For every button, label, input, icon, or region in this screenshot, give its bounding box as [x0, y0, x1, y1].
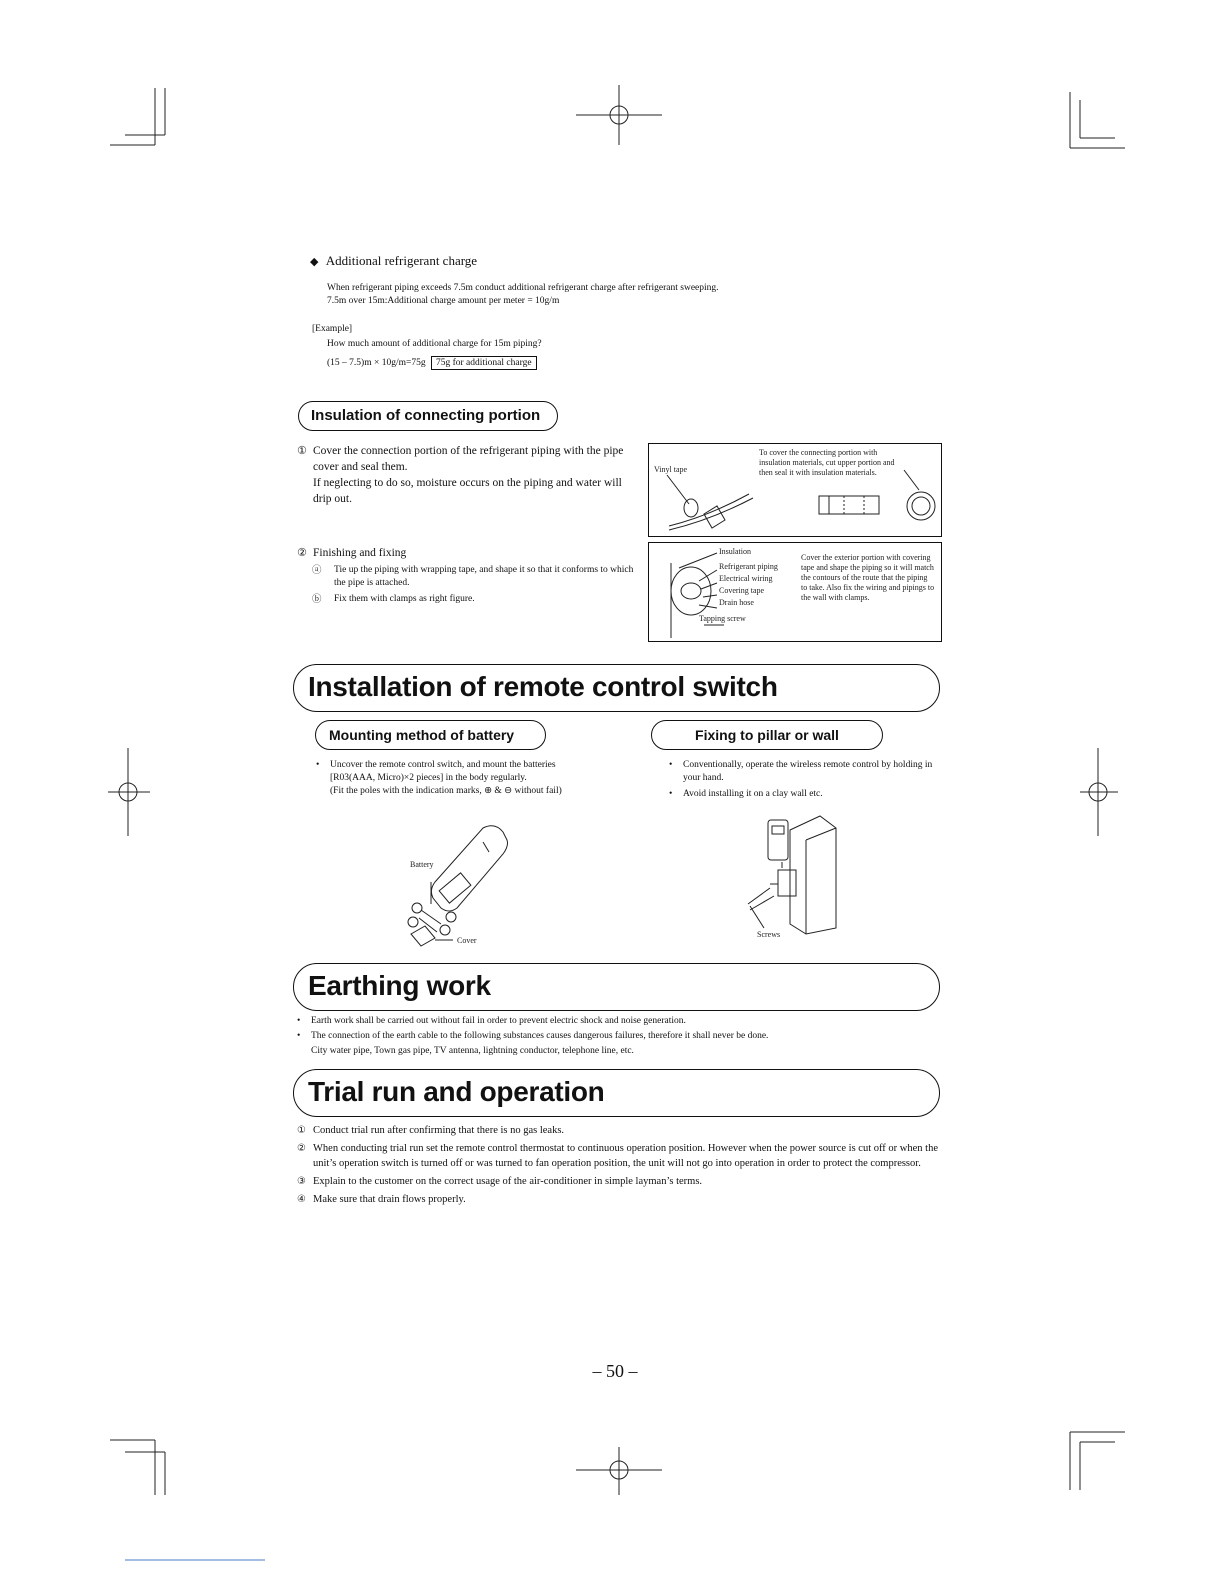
trial-item-2: When conducting trial run set the remote control thermostat to continuous operation position. However when the power source is cut off or when the unit’s operation switch is turned off or was turned to fan operation position, the unit will not go into operation in order to protect the compressor.: [313, 1143, 938, 1169]
diamond-icon: ◆: [310, 256, 319, 268]
battery-label: Battery: [410, 860, 434, 869]
refrigerant-section: [310, 253, 477, 269]
trial-item-4: Make sure that drain flows properly.: [313, 1194, 466, 1205]
insulation-figure-1: [648, 443, 942, 537]
battery-heading: Mounting method of battery: [329, 727, 515, 743]
remote-heading-frame: [293, 664, 940, 712]
trial-heading: Trial run and operation: [308, 1076, 605, 1107]
fig1-caption: To cover the connecting portion with insulation materials, cut upper portion and then seal it with insulation materials.: [759, 448, 895, 477]
refrigerant-title: Additional refrigerant charge: [325, 253, 478, 268]
insulation-heading: Insulation of connecting portion: [311, 407, 541, 424]
earthing-item-2: • The connection of the earth cable to the following substances causes dangerous failures, therefore it shall never be done.: [297, 1030, 937, 1043]
earthing-heading-frame: [293, 963, 940, 1011]
remote-heading: Installation of remote control switch: [308, 671, 778, 702]
example-result: 75g for additional charge: [431, 356, 537, 370]
earthing-item-2-sub: City water pipe, Town gas pipe, TV antenna, lightning conductor, telephone line, etc.: [311, 1046, 634, 1056]
screws-label: Screws: [757, 930, 781, 939]
example-label: [Example]: [312, 324, 353, 334]
example-calc: (15 – 7.5)m × 10g/m=75g: [327, 358, 426, 368]
battery-heading-pill: [315, 720, 546, 750]
pillar-instructions: [669, 759, 934, 801]
fig2-label-insulation: Insulation: [719, 547, 751, 556]
pillar-heading: Fixing to pillar or wall: [695, 727, 839, 743]
step1-text: Cover the connection portion of the refrigerant piping with the pipe cover and seal them.: [313, 445, 624, 473]
step1-number: ①: [297, 444, 307, 457]
refrigerant-line1: When refrigerant piping exceeds 7.5m conduct additional refrigerant charge after refrigerant sweeping.: [327, 283, 719, 293]
step2-number: ②: [297, 546, 307, 559]
step1-note: If neglecting to do so, moisture occurs on the piping and water will drip out.: [313, 477, 622, 505]
fig2-caption: Cover the exterior portion with covering tape and shape the piping so it will match the contours of the route that the piping to take. Also fix the wiring and pipings to the wall with clamps.: [801, 553, 935, 602]
trial-item-1-number: ①: [297, 1125, 306, 1136]
fig2-label-covering-tape: Covering tape: [719, 586, 765, 595]
example-question: How much amount of additional charge for 15m piping?: [327, 339, 542, 349]
earthing-item-1: • Earth work shall be carried out without fail in order to prevent electric shock and noise generation.: [297, 1015, 937, 1028]
earthing-heading: Earthing work: [308, 970, 491, 1001]
fig2-label-refrigerant-piping: Refrigerant piping: [719, 562, 778, 571]
wall-mount-drawing: [740, 810, 860, 938]
trial-list: [297, 1123, 942, 1207]
pillar-item-2: • Avoid installing it on a clay wall etc.: [669, 788, 934, 801]
insulation-step2: [297, 545, 642, 606]
pipe-cover-drawing: [649, 444, 941, 536]
cover-label: Cover: [457, 936, 477, 945]
pillar-item-1: • Conventionally, operate the wireless remote control by holding in your hand.: [669, 759, 934, 785]
pillar-heading-pill: [651, 720, 883, 750]
fig2-label-tapping-screw: Tapping screw: [699, 614, 746, 623]
insulation-figure-2: [648, 542, 942, 642]
step2-title: Finishing and fixing: [313, 547, 407, 559]
insulation-step1: [297, 443, 635, 507]
step2b-number: ⓑ: [312, 594, 322, 605]
fig2-label-electrical-wiring: Electrical wiring: [719, 574, 773, 583]
insulation-heading-pill: [298, 401, 558, 431]
trial-item-1: Conduct trial run after confirming that there is no gas leaks.: [313, 1125, 565, 1136]
refrigerant-line2: 7.5m over 15m:Additional charge amount per meter = 10g/m: [327, 296, 560, 306]
page-number: – 50 –: [592, 1361, 638, 1381]
fig1-vinyl-label: Vinyl tape: [654, 465, 688, 474]
step2a-number: ⓐ: [312, 565, 322, 576]
step2b-text: Fix them with clamps as right figure.: [334, 594, 475, 604]
fig2-label-drain-hose: Drain hose: [719, 598, 754, 607]
trial-item-3-number: ③: [297, 1176, 306, 1187]
trial-item-2-number: ②: [297, 1143, 306, 1154]
trial-heading-frame: [293, 1069, 940, 1117]
battery-text: • Uncover the remote control switch, and mount the batteries [R03(AAA, Micro)×2 pieces] in the body regularly.: [316, 759, 582, 785]
battery-instructions: [316, 759, 582, 798]
battery-note: (Fit the poles with the indication marks, ⊕ & ⊖ without fail): [330, 786, 562, 796]
trial-item-4-number: ④: [297, 1194, 306, 1205]
trial-item-3: Explain to the customer on the correct usage of the air-conditioner in simple layman’s terms.: [313, 1176, 703, 1187]
step2a-text: Tie up the piping with wrapping tape, and shape it so that it conforms to which the pipe is attached.: [334, 565, 634, 588]
remote-battery-drawing: [395, 822, 535, 952]
earthing-list: [297, 1015, 937, 1058]
